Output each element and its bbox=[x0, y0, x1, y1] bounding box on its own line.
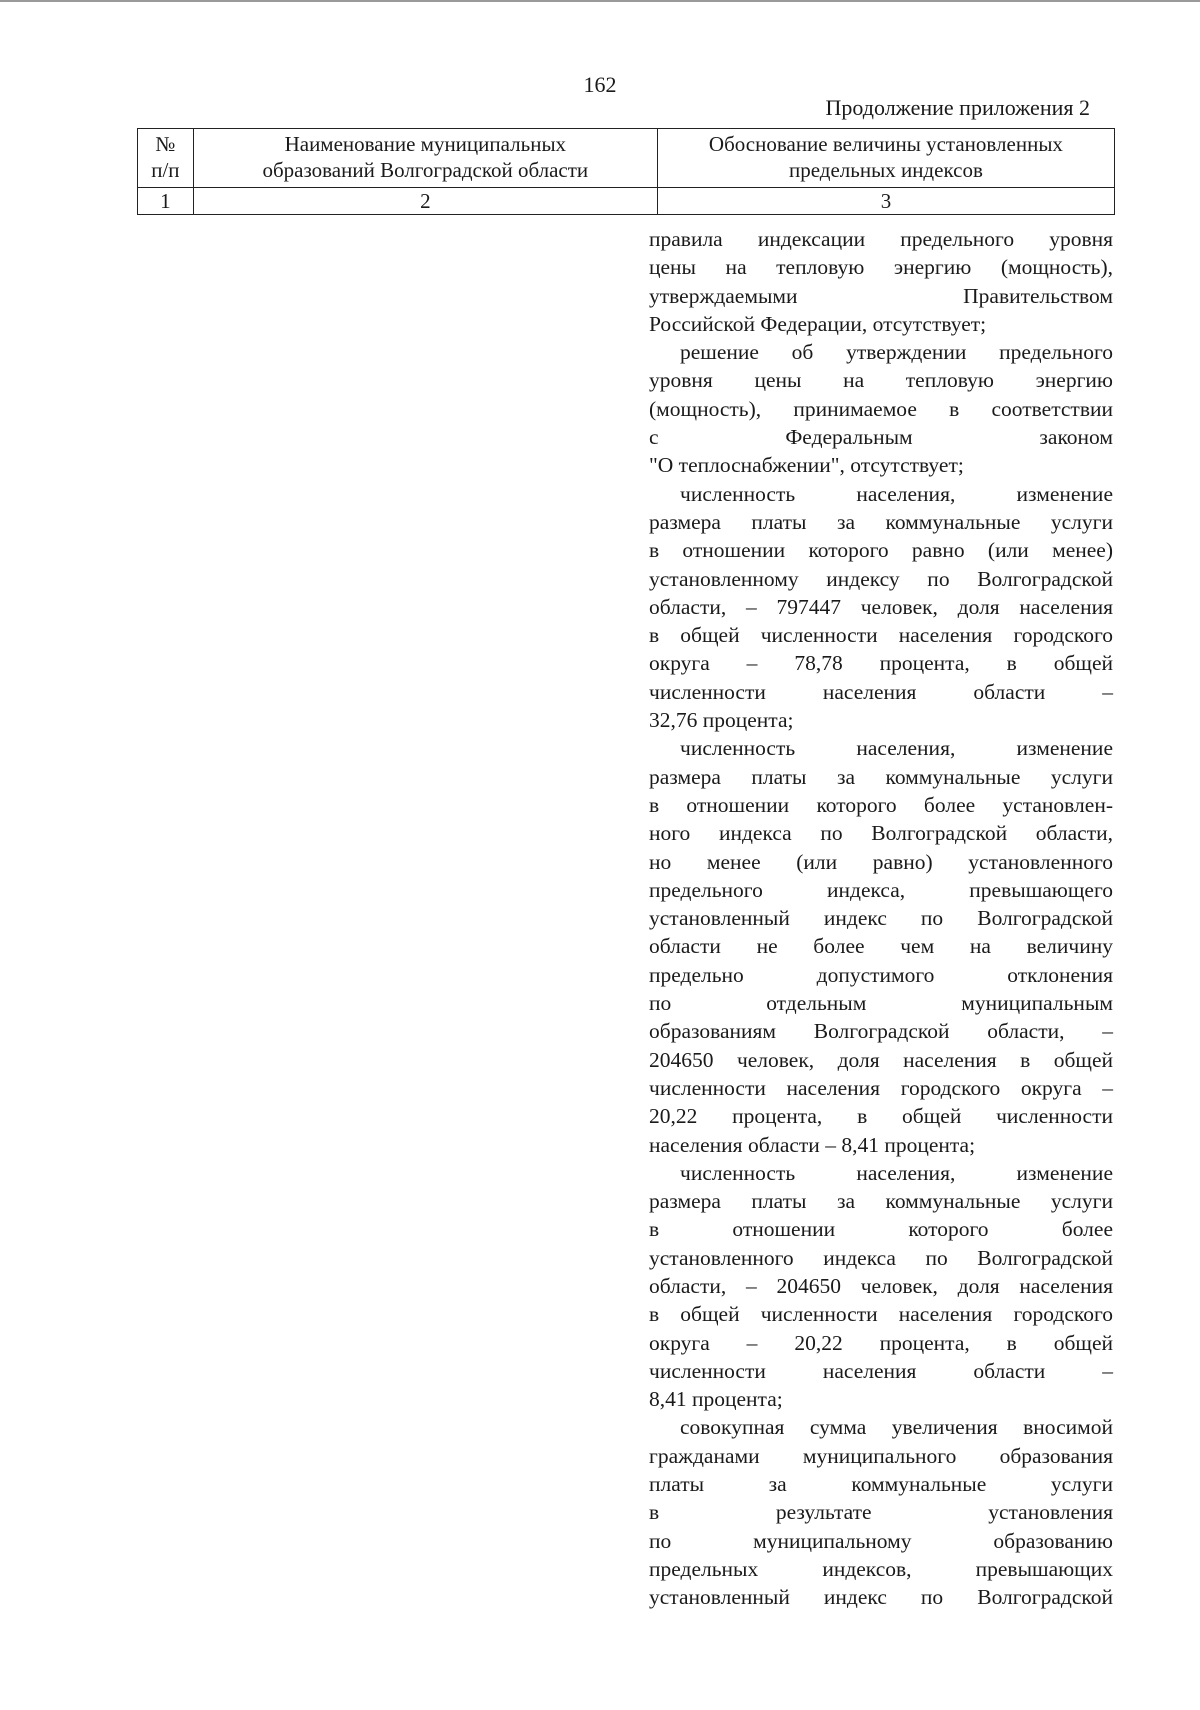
text-line: округа – 20,22 процента, в общей bbox=[649, 1330, 1113, 1355]
text-line: численности населения городского округа – bbox=[649, 1075, 1113, 1100]
justification-paragraph bbox=[649, 1159, 1113, 1414]
text-line: в отношении которого более установлен- bbox=[649, 792, 1113, 817]
text-line: гражданами муниципального образования bbox=[649, 1443, 1113, 1468]
text-line: ного индекса по Волгоградской области, bbox=[649, 821, 1113, 846]
text-line: платы за коммунальные услуги bbox=[649, 1472, 1113, 1497]
text-line: размера платы за коммунальные услуги bbox=[649, 509, 1113, 534]
text-line: численности населения области – bbox=[649, 1358, 1113, 1383]
text-line: округа – 78,78 процента, в общей bbox=[649, 651, 1113, 676]
text-line: решение об утверждении предельного bbox=[680, 340, 1113, 365]
header-line: Обоснование величины установленных bbox=[708, 132, 1063, 156]
text-line: численность населения, изменение bbox=[680, 481, 1113, 506]
page-number: 162 bbox=[583, 72, 617, 97]
text-line: с Федеральным законом bbox=[649, 425, 1113, 450]
header-line: образований Волгоградской области bbox=[262, 158, 589, 182]
text-line: установленному индексу по Волгоградской bbox=[649, 566, 1113, 591]
text-line: в результате установления bbox=[649, 1500, 1113, 1525]
column-number-row bbox=[138, 188, 1115, 215]
text-line: в общей численности населения городского bbox=[649, 623, 1113, 648]
text-line: в общей численности населения городского bbox=[649, 1302, 1113, 1327]
text-line: Российской Федерации, отсутствует; bbox=[649, 311, 987, 336]
column-number: 1 bbox=[138, 188, 194, 215]
text-line: 20,22 процента, в общей численности bbox=[649, 1104, 1113, 1129]
text-line: предельного индекса, превышающего bbox=[649, 877, 1113, 902]
text-line: 32,76 процента; bbox=[649, 708, 794, 733]
text-line: области, – 204650 человек, доля населения bbox=[649, 1273, 1113, 1298]
text-line: населения области – 8,41 процента; bbox=[649, 1132, 976, 1157]
text-line: утверждаемыми Правительством bbox=[649, 283, 1113, 308]
text-line: в отношении которого равно (или менее) bbox=[649, 538, 1113, 563]
justification-paragraph bbox=[649, 480, 1113, 735]
justification-paragraph bbox=[649, 1413, 1113, 1611]
column-number: 3 bbox=[657, 188, 1114, 215]
scan-top-edge bbox=[0, 0, 1200, 2]
text-line: цены на тепловую энергию (мощность), bbox=[649, 255, 1113, 280]
text-line: установленный индекс по Волгоградской bbox=[649, 906, 1113, 931]
appendix-table bbox=[137, 128, 1115, 215]
text-line: размера платы за коммунальные услуги bbox=[649, 1189, 1113, 1214]
header-line: № bbox=[155, 132, 176, 156]
text-line: установленного индекса по Волгоградской bbox=[649, 1245, 1113, 1270]
text-line: размера платы за коммунальные услуги bbox=[649, 764, 1113, 789]
text-line: предельных индексов, превышающих bbox=[649, 1556, 1113, 1581]
header-line: предельных индексов bbox=[789, 158, 983, 182]
text-line: (мощность), принимаемое в соответствии bbox=[649, 396, 1113, 421]
text-line: но менее (или равно) установленного bbox=[649, 849, 1113, 874]
text-line: по муниципальному образованию bbox=[649, 1528, 1113, 1553]
text-line: 8,41 процента; bbox=[649, 1387, 783, 1412]
header-number-column bbox=[138, 129, 194, 188]
text-line: в отношении которого более bbox=[649, 1217, 1113, 1242]
justification-paragraph bbox=[649, 338, 1113, 479]
text-line: области не более чем на величину bbox=[649, 934, 1113, 959]
text-line: совокупная сумма увеличения вносимой bbox=[680, 1415, 1113, 1440]
column-number: 2 bbox=[193, 188, 657, 215]
text-line: установленный индекс по Волгоградской bbox=[649, 1585, 1113, 1610]
header-line: Наименование муниципальных bbox=[284, 132, 567, 156]
justification-paragraph bbox=[649, 734, 1113, 1158]
text-line: численности населения области – bbox=[649, 679, 1113, 704]
text-line: предельно допустимого отклонения bbox=[649, 962, 1113, 987]
justification-paragraph bbox=[649, 225, 1113, 338]
text-line: 204650 человек, доля населения в общей bbox=[649, 1047, 1113, 1072]
text-line: правила индексации предельного уровня bbox=[649, 227, 1113, 251]
header-line: п/п bbox=[151, 158, 180, 182]
justification-text-column bbox=[649, 225, 1113, 1612]
text-line: области, – 797447 человек, доля населения bbox=[649, 594, 1113, 619]
header-municipality-column bbox=[193, 129, 657, 188]
text-line: образованиям Волгоградской области, – bbox=[649, 1019, 1113, 1044]
text-line: уровня цены на тепловую энергию bbox=[649, 368, 1113, 393]
text-line: по отдельным муниципальным bbox=[649, 991, 1113, 1016]
header-justification-column bbox=[657, 129, 1114, 188]
text-line: численность населения, изменение bbox=[680, 1160, 1113, 1185]
text-line: "О теплоснабжении", отсутствует; bbox=[649, 453, 964, 478]
continuation-label: Продолжение приложения 2 bbox=[825, 95, 1090, 120]
text-line: численность населения, изменение bbox=[680, 736, 1113, 761]
table-header-row bbox=[138, 129, 1115, 188]
